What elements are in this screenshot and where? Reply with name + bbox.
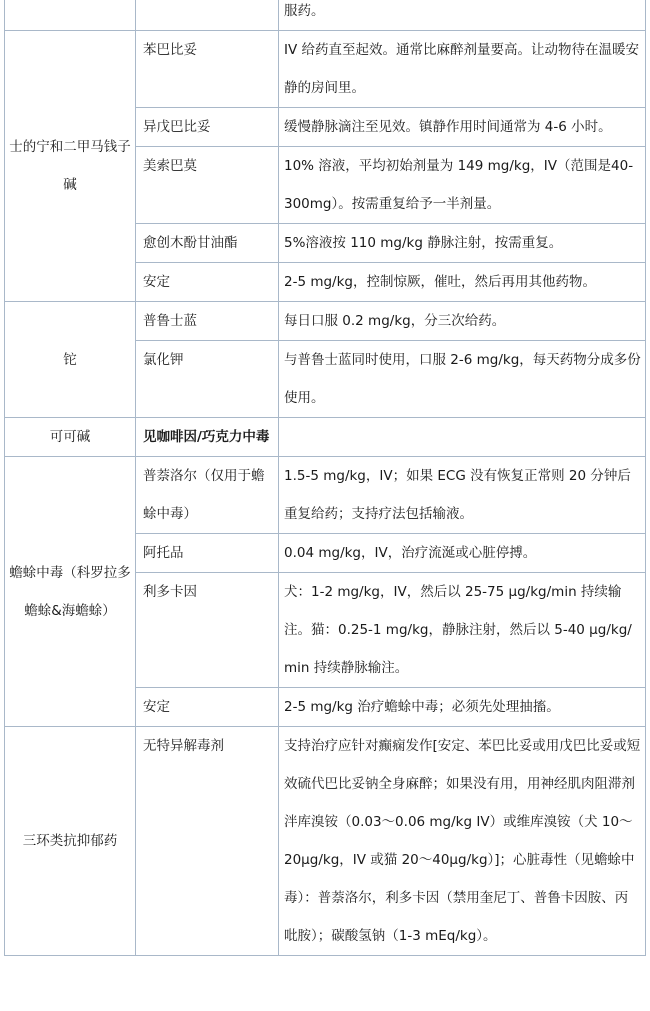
dosage-note-cell: 缓慢静脉滴注至见效。镇静作用时间通常为 4-6 小时。 — [279, 108, 646, 147]
poison-name-cell: 士的宁和二甲马钱子碱 — [5, 31, 136, 302]
dosage-note-cell: 1.5-5 mg/kg，IV；如果 ECG 没有恢复正常则 20 分钟后重复给药；支持疗法包括输液。 — [279, 457, 646, 534]
dosage-note-cell — [279, 418, 646, 457]
table-row — [5, 418, 646, 457]
antidote-drug-cell: 愈创木酚甘油酯 — [136, 224, 279, 263]
dosage-note-cell: 2-5 mg/kg 治疗蟾蜍中毒；必须先处理抽搐。 — [279, 688, 646, 727]
antidote-drug-cell: 异戊巴比妥 — [136, 108, 279, 147]
dosage-note-cell: 与普鲁士蓝同时使用，口服 2-6 mg/kg，每天药物分成多份使用。 — [279, 341, 646, 418]
poison-name-cell: 蟾蜍中毒（科罗拉多蟾蜍&海蟾蜍） — [5, 457, 136, 727]
table-row — [5, 727, 646, 956]
dosage-note-cell: 每日口服 0.2 mg/kg，分三次给药。 — [279, 302, 646, 341]
dosage-note-cell: 0.04 mg/kg，IV，治疗流涎或心脏停搏。 — [279, 534, 646, 573]
table-row — [5, 0, 646, 31]
antidote-drug-cell: 苯巴比妥 — [136, 31, 279, 108]
antidote-drug-cell: 阿托品 — [136, 534, 279, 573]
antidote-drug-cell: 普萘洛尔（仅用于蟾蜍中毒） — [136, 457, 279, 534]
dosage-note-cell: 2-5 mg/kg，控制惊厥，催吐，然后再用其他药物。 — [279, 263, 646, 302]
antidote-drug-cell: 安定 — [136, 688, 279, 727]
antidote-drug-cell: 无特异解毒剂 — [136, 727, 279, 956]
table-row — [5, 457, 646, 534]
poison-name-cell: 铊 — [5, 302, 136, 418]
antidote-drug-cell: 普鲁士蓝 — [136, 302, 279, 341]
poison-name-cell: 三环类抗抑郁药 — [5, 727, 136, 956]
table-row — [5, 302, 646, 341]
dosage-note-cell: 犬：1-2 mg/kg，IV，然后以 25-75 μg/kg/min 持续输注。猫：0.25-1 mg/kg，静脉注射，然后以 5-40 μg/kg/min 持续静脉输注。 — [279, 573, 646, 688]
dosage-note-cell: IV 给药直至起效。通常比麻醉剂量要高。让动物待在温暖安静的房间里。 — [279, 31, 646, 108]
dosage-note-cell: 5%溶液按 110 mg/kg 静脉注射，按需重复。 — [279, 224, 646, 263]
dosage-note-cell: 支持治疗应针对癫痫发作[安定、苯巴比妥或用戊巴比妥或短效硫代巴比妥钠全身麻醉；如果没有用，用神经肌肉阻滞剂泮库溴铵（0.03～0.06 mg/kg IV）或维库溴铵（犬 10～20μg/kg，IV 或猫 20～40μg/kg）]；心脏毒性（见蟾蜍中毒）：普萘洛尔，利多卡因（禁用奎尼丁、普鲁卡因胺、丙吡胺）；碳酸氢钠（1-3 mEq/kg）。 — [279, 727, 646, 956]
antidote-drug-cell: 安定 — [136, 263, 279, 302]
dosage-note-cell: 服药。 — [279, 0, 646, 31]
dosage-note-cell: 10% 溶液，平均初始剂量为 149 mg/kg，IV（范围是40-300mg）。按需重复给予一半剂量。 — [279, 147, 646, 224]
antidote-drug-cell: 氯化钾 — [136, 341, 279, 418]
table-row — [5, 31, 646, 108]
antidote-table-body — [5, 0, 646, 956]
antidote-drug-cell: 美索巴莫 — [136, 147, 279, 224]
antidote-drug-cell — [136, 0, 279, 31]
antidote-drug-cell: 利多卡因 — [136, 573, 279, 688]
poison-name-cell: 可可碱 — [5, 418, 136, 457]
antidote-drug-cell: 见咖啡因/巧克力中毒 — [136, 418, 279, 457]
antidote-table — [4, 0, 646, 956]
poison-name-cell — [5, 0, 136, 31]
